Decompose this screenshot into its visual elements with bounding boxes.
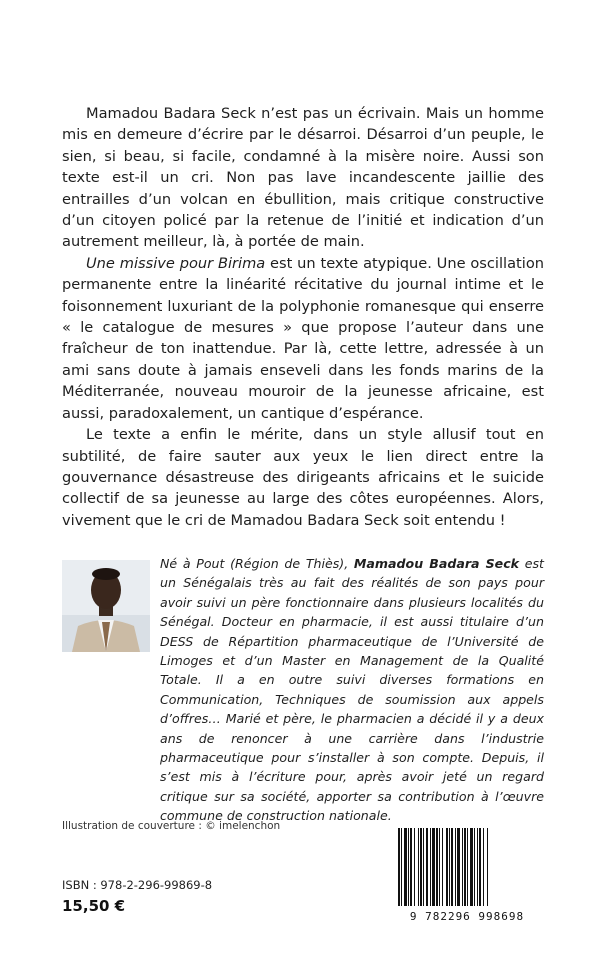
barcode-bar <box>442 828 443 906</box>
blurb-paragraph-2-text: est un texte atypique. Une oscillation permanente entre la linéarité récitative du journal intime et le foisonnement luxuriant de la polyphonie romanesque qui enserre « le catalogue de mesures » que propose l’auteur dans une fraîcheur de ton inattendue. Par là, cette lettre, adressée à un ami sans doute à jamais enseveli dans les fonds marins de la Méditerranée, nouveau mouroir de la jeunesse africaine, est aussi, paradoxalement, un cantique d’espérance. <box>62 254 544 422</box>
barcode-bar <box>462 828 463 906</box>
back-cover-blurb <box>62 103 544 531</box>
bio-text: est un Sénégalais très au fait des réalités de son pays pour avoir suivi un père fonctionnaire dans plusieurs localités du Sénégal. Docteur en pharmacie, il est aussi titulaire d’un DESS de Répartition pharmaceutique de l’Université de Limoges et d’un Master en Management de la Qualité Totale. Il a en outre suivi diverses formations en Communication, Techniques de soumission aux appels d’offres… Marié et père, le pharmacien a décidé il y a deux ans de renoncer à une carrière dans l’industrie pharmaceutique pour s’installer à son compte. Depuis, il s’est mis à l’écriture pour, après avoir jeté un regard critique sur sa société, apporter sa contribution à l’œuvre commune de construction nationale. <box>160 556 544 824</box>
barcode-bar <box>474 828 475 906</box>
barcode-bar <box>432 828 435 906</box>
barcode-bar <box>418 828 419 906</box>
barcode-bar <box>430 828 431 906</box>
barcode-bar <box>423 828 424 906</box>
author-name: Mamadou Badara Seck <box>353 556 520 571</box>
barcode-bar <box>446 828 448 906</box>
barcode-bar <box>401 828 402 906</box>
barcode-bar <box>414 828 415 906</box>
author-biography <box>160 554 544 826</box>
barcode-bar <box>483 828 484 906</box>
barcode-bar <box>487 828 488 906</box>
barcode-bar <box>404 828 407 906</box>
cover-illustration-credit: Illustration de couverture : © imelenchon <box>62 820 281 832</box>
isbn-barcode <box>392 824 542 924</box>
barcode-bar <box>451 828 453 906</box>
barcode-bar <box>467 828 468 906</box>
barcode-bar <box>408 828 409 906</box>
isbn: ISBN : 978-2-296-99869-8 <box>62 878 213 892</box>
barcode-bar <box>470 828 473 906</box>
book-title: Une missive pour Birima <box>86 254 266 272</box>
blurb-paragraph-3: Le texte a enfin le mérite, dans un style allusif tout en subtilité, de faire sauter aux yeux le lien direct entre la gouvernance désastreuse des dirigeants africains et le suicide collectif de sa jeunesse au large des côtes européennes. Alors, vivement que le cri de Mamadou Badara Seck soit entendu ! <box>62 426 544 529</box>
barcode-bar <box>420 828 422 906</box>
barcode-bar <box>439 828 440 906</box>
barcode-bar <box>398 828 400 906</box>
barcode-bar <box>479 828 481 906</box>
barcode-bar <box>426 828 428 906</box>
price: 15,50 € <box>62 897 126 915</box>
barcode-bar <box>410 828 412 906</box>
barcode-bar <box>477 828 478 906</box>
barcode-bar <box>436 828 438 906</box>
barcode-bar <box>464 828 466 906</box>
bio-lead: Né à Pout (Région de Thiès), <box>160 556 354 571</box>
blurb-paragraph-2 <box>62 253 544 424</box>
barcode-bar <box>457 828 460 906</box>
blurb-paragraph-1: Mamadou Badara Seck n’est pas un écrivain. Mais un homme mis en demeure d’écrire par le désarroi. Désarroi d’un peuple, le sien, si beau, si facile, condamné à la misère noire. Aussi son texte est-il un cri. Non pas lave incandescente jaillie des entrailles d’un volcan en ébullition, mais critique constructive d’un citoyen policé par la retenue de l’initié et indication d’un autrement meilleur, là, à portée de main. <box>62 105 544 251</box>
barcode-icon <box>392 824 542 924</box>
barcode-digits: 9 782296 998698 <box>409 910 525 923</box>
author-photo <box>62 560 150 652</box>
barcode-bar <box>455 828 456 906</box>
barcode-bar <box>449 828 450 906</box>
bio-paragraph <box>160 554 544 826</box>
